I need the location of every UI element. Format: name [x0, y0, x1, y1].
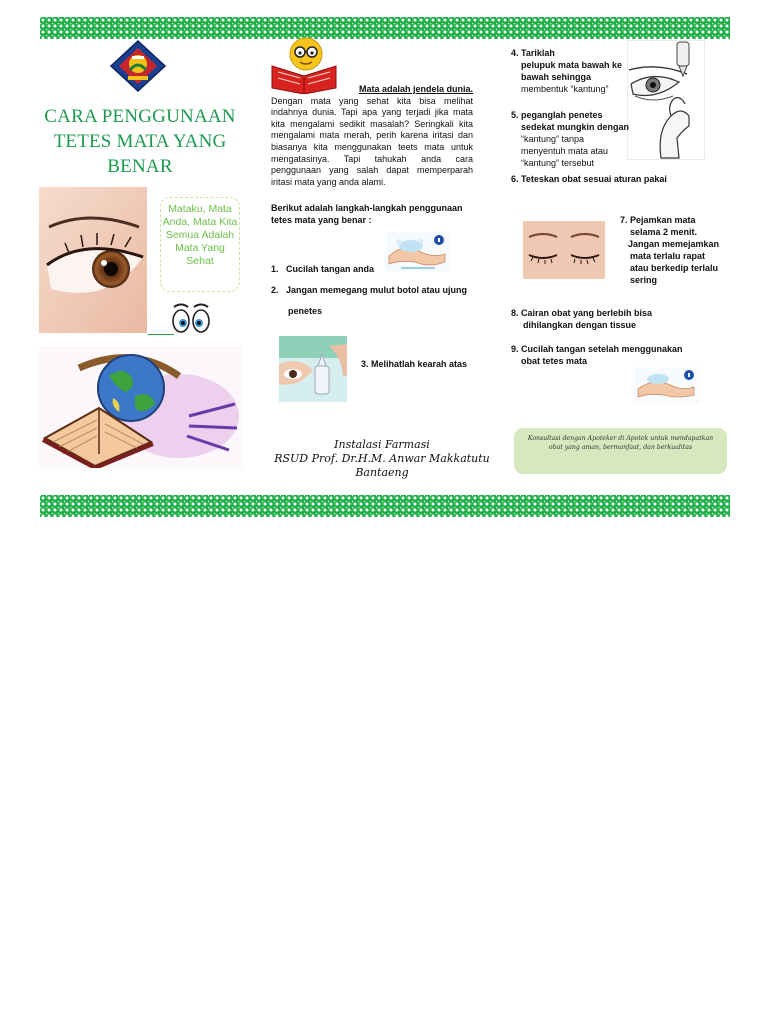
- step-2-continuation: penetes: [288, 306, 323, 316]
- step-9-line-2: obat tetes mata: [521, 356, 588, 366]
- green-underline: [148, 334, 174, 335]
- intro-paragraph: [271, 84, 473, 188]
- step-7-line-6: sering: [630, 275, 658, 285]
- step-2-number: 2.: [271, 285, 279, 295]
- slogan-text: Mataku, Mata Anda, Mata Kita Semua Adalah Mata Yang Sehat: [160, 197, 240, 292]
- step-5-line-1: sedekat mungkin dengan: [521, 122, 630, 132]
- decorative-border-bottom: [40, 495, 730, 517]
- step-9-line-1: 9. Cucilah tangan setelah menggunakan: [511, 344, 683, 354]
- district-logo-icon: [110, 40, 166, 92]
- step-4-line-1: pelupuk mata bawah ke: [521, 60, 623, 70]
- step-1: [271, 263, 374, 275]
- hand-washing-image: [634, 367, 700, 403]
- decorative-border-top: [40, 17, 730, 39]
- step-2-text: Jangan memegang mulut botol atau ujung: [286, 285, 468, 295]
- step-8-line-2: dihilangkan dengan tissue: [523, 320, 637, 330]
- step-2: [271, 284, 476, 296]
- eye-drop-photo: [279, 336, 347, 402]
- cartoon-eyes-icon: [170, 299, 212, 335]
- step-4-line-3: membentuk “kantung”: [521, 84, 609, 94]
- step-6: 6. Teteskan obat sesuai aturan pakai: [511, 174, 667, 184]
- eye-drop-illustration: [627, 40, 705, 160]
- step-7: [620, 214, 730, 286]
- footer-organization: [270, 438, 494, 480]
- step-5-line-2: “kantung” tanpa: [521, 134, 585, 144]
- step-7-line-2: selama 2 menit.: [630, 227, 698, 237]
- step-7-line-3: Jangan memejamkan: [628, 239, 720, 249]
- step-4-line-2: bawah sehingga: [521, 72, 592, 82]
- step-5-line-4: “kantung” tersebut: [521, 158, 595, 168]
- page-title: CARA PENGGUNAAN TETES MATA YANG BENAR: [44, 106, 236, 177]
- footer-line-1: Instalasi Farmasi: [334, 438, 430, 451]
- book-globe-clipart: [39, 346, 242, 468]
- step-3: 3. Melihatlah kearah atas: [361, 359, 468, 369]
- step-1-text: Cucilah tangan anda: [286, 264, 375, 274]
- step-1-number: 1.: [271, 264, 279, 274]
- step-5: [511, 109, 636, 169]
- intro-body: Dengan mata yang sehat kita bisa melihat indahnya dunia. Tapi apa yang terjadi jika mata kita mengalami sedikit masalah? Seringkali kita mengalami mata merah, perih karena iritasi dan biasanya kita menggunakan teets mata untuk mengatasinya. Tapi tahukah anda cara penggunaan yang salah dapat memperparah iritasi mata yang anda alami.: [271, 95, 473, 187]
- closed-eyes-image: [523, 221, 605, 279]
- step-7-line-1: 7. Pejamkan mata: [620, 215, 696, 225]
- step-8: [511, 307, 681, 331]
- intro-heading: Mata adalah jendela dunia.: [358, 84, 473, 94]
- step-5-heading: 5. peganglah penetes: [511, 110, 603, 120]
- step-8-line-1: 8. Cairan obat yang berlebih bisa: [511, 308, 653, 318]
- step-7-line-4: mata terlalu rapat: [630, 251, 706, 261]
- step-5-line-3: menyentuh mata atau: [521, 146, 609, 156]
- footer-line-2: RSUD Prof. Dr.H.M. Anwar Makkatutu: [274, 452, 490, 465]
- hand-washing-image: [385, 232, 451, 272]
- step-9: [511, 343, 701, 367]
- consultation-note: Konsultasi dengan Apoteker di Apotek untuk mendapatkan obat yang aman, bermanfaat, dan berkualitas: [514, 428, 727, 474]
- eye-closeup-image: [39, 187, 147, 333]
- step-7-line-5: atau berkedip terlalu: [630, 263, 719, 273]
- step-4-heading: 4. Tariklah: [511, 48, 555, 58]
- footer-line-3: Bantaeng: [355, 466, 409, 479]
- steps-intro: Berikut adalah langkah-langkah penggunaan tetes mata yang benar :: [271, 203, 463, 225]
- step-4: [511, 47, 631, 95]
